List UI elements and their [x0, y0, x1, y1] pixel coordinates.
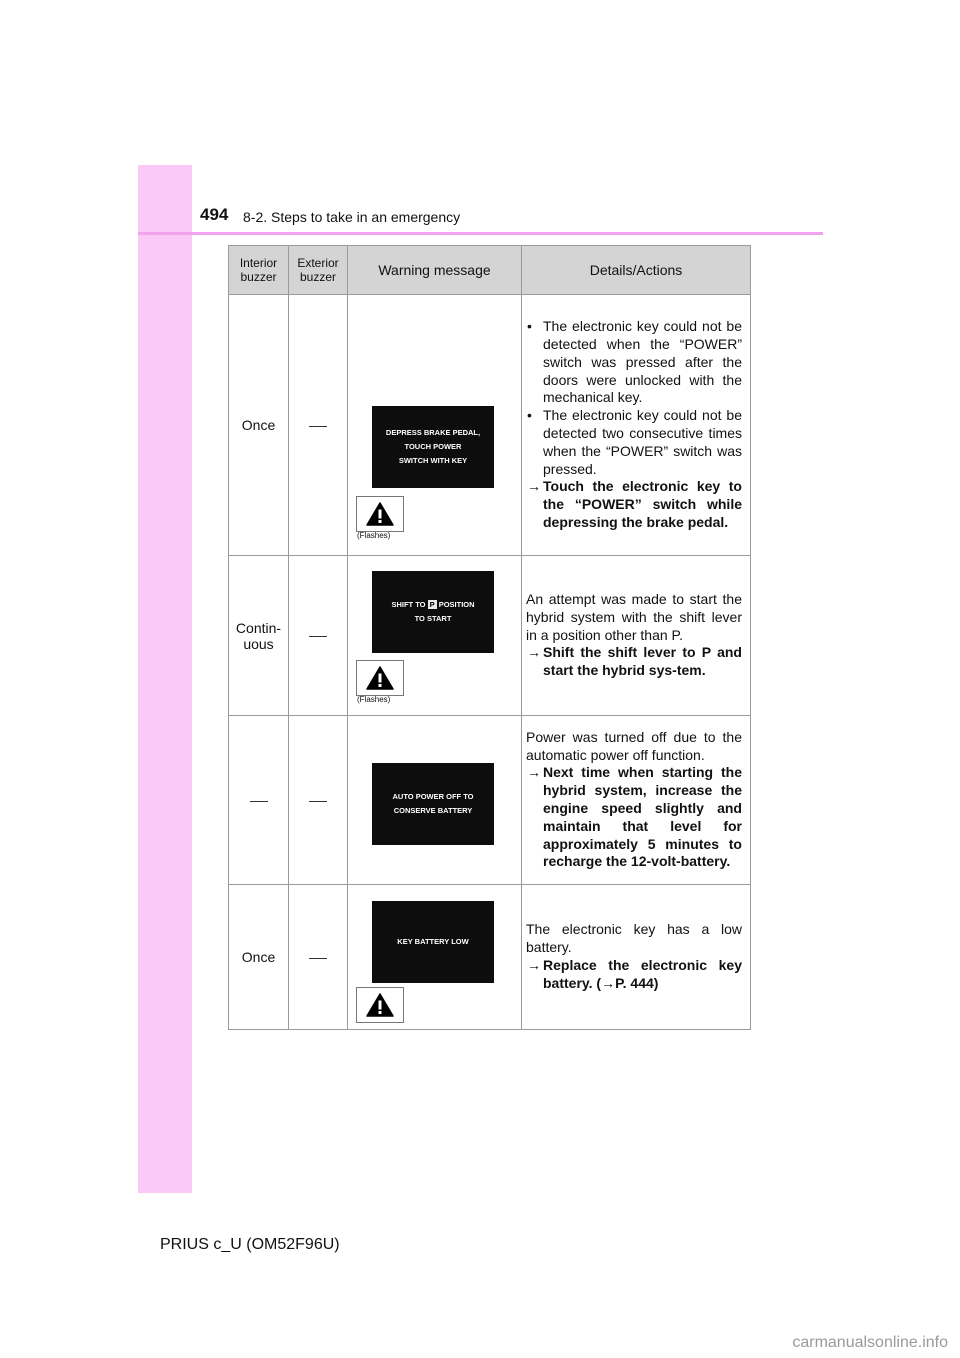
details-text: The electronic key has a low battery. [526, 921, 742, 956]
table-row [229, 716, 751, 885]
screen-line: CONSERVE BATTERY [393, 806, 473, 815]
watermark: carmanualsonline.info [792, 1334, 948, 1351]
section-title: 8-2. Steps to take in an emergency [243, 209, 461, 225]
interior-buzzer-cell [229, 716, 289, 885]
screen-line: DEPRESS BRAKE PEDAL, [385, 428, 481, 437]
details-text: An attempt was made to start the hybrid system with the shift lever in a position other than P. [526, 591, 742, 643]
table-row [229, 885, 751, 1030]
details-cell [522, 716, 751, 885]
table-row [229, 556, 751, 716]
warning-message-cell [348, 295, 522, 556]
dash-mark [250, 801, 268, 802]
screen-line: KEY BATTERY LOW [397, 937, 469, 946]
screen-text: SHIFT TO [391, 600, 426, 609]
details-cell [522, 885, 751, 1030]
header-warning-message: Warning message [348, 246, 522, 295]
interior-buzzer-cell: Once [229, 885, 289, 1030]
arrow-mark: → [527, 764, 541, 781]
footer-model: PRIUS c_U (OM52F96U) [160, 1236, 340, 1253]
warning-message-cell [348, 716, 522, 885]
display-screen [372, 901, 494, 983]
details-text: Power was turned off due to the automatic power off function. [526, 728, 742, 763]
action-item [526, 644, 742, 680]
dash-mark [309, 801, 327, 802]
display-screen [372, 406, 494, 488]
screen-line [391, 598, 474, 612]
details-cell [522, 295, 751, 556]
action-text: Next time when starting the hybrid system, increase the engine speed slightly and maintain that level for approximately 5 minutes to recharge the 12-volt-battery. [543, 764, 742, 870]
action-text: ) [653, 974, 659, 991]
action-text: Shift the shift lever to P and start the hybrid sys-tem. [543, 644, 742, 679]
dash-mark [309, 958, 327, 959]
arrow-mark: → [527, 957, 541, 973]
bullet-item [526, 318, 742, 407]
exterior-buzzer-cell [289, 556, 348, 716]
warning-message-cell [348, 556, 522, 716]
screen-line: TO START [414, 614, 452, 623]
action-text: Touch the electronic key to the “POWER” switch while depressing the brake pedal. [543, 478, 742, 530]
table-header-row [229, 246, 751, 295]
arrow-mark: → [527, 478, 541, 495]
screen-line: AUTO POWER OFF TO [392, 792, 474, 801]
arrow-mark: → [601, 974, 616, 991]
action-item [526, 478, 742, 531]
warning-table [228, 245, 751, 1030]
warning-triangle-icon [356, 496, 404, 532]
bullet-text: The electronic key could not be detected two consecutive times when the “POWER” switch was pressed. [543, 407, 742, 477]
details-cell [522, 556, 751, 716]
screen-text: POSITION [438, 600, 475, 609]
page-reference-link[interactable]: P. 444 [615, 974, 654, 991]
table-row [229, 295, 751, 556]
interior-buzzer-cell: Contin-uous [229, 556, 289, 716]
warning-triangle-icon [356, 660, 404, 696]
bullet-mark: • [527, 318, 532, 335]
header-details-actions: Details/Actions [522, 246, 751, 295]
action-text: Replace the electronic key battery. ( [543, 957, 742, 991]
arrow-mark: → [527, 644, 541, 661]
action-item [526, 764, 742, 871]
side-band [138, 165, 192, 1193]
bullet-text: The electronic key could not be detected when the “POWER” switch was pressed after the doors were unlocked with the mechanical key. [543, 318, 742, 406]
flashes-label: (Flashes) [357, 531, 391, 540]
dash-mark [309, 426, 327, 427]
page-number: 494 [200, 205, 229, 224]
warning-triangle-icon [356, 987, 404, 1023]
dash-mark [309, 636, 327, 637]
exterior-buzzer-cell [289, 295, 348, 556]
display-screen [372, 571, 494, 653]
bullet-item [526, 407, 742, 478]
display-screen [372, 763, 494, 845]
exterior-buzzer-cell [289, 716, 348, 885]
screen-line: TOUCH POWER [404, 442, 462, 451]
p-position-icon: P [429, 600, 435, 609]
bullet-mark: • [527, 407, 532, 424]
screen-line: SWITCH WITH KEY [398, 456, 468, 465]
header-rule [138, 232, 823, 235]
header-interior-buzzer: Interior buzzer [229, 246, 289, 295]
warning-message-cell [348, 885, 522, 1030]
interior-buzzer-cell: Once [229, 295, 289, 556]
flashes-label: (Flashes) [357, 695, 391, 704]
header-exterior-buzzer: Exterior buzzer [289, 246, 348, 295]
exterior-buzzer-cell [289, 885, 348, 1030]
action-item [526, 957, 742, 993]
